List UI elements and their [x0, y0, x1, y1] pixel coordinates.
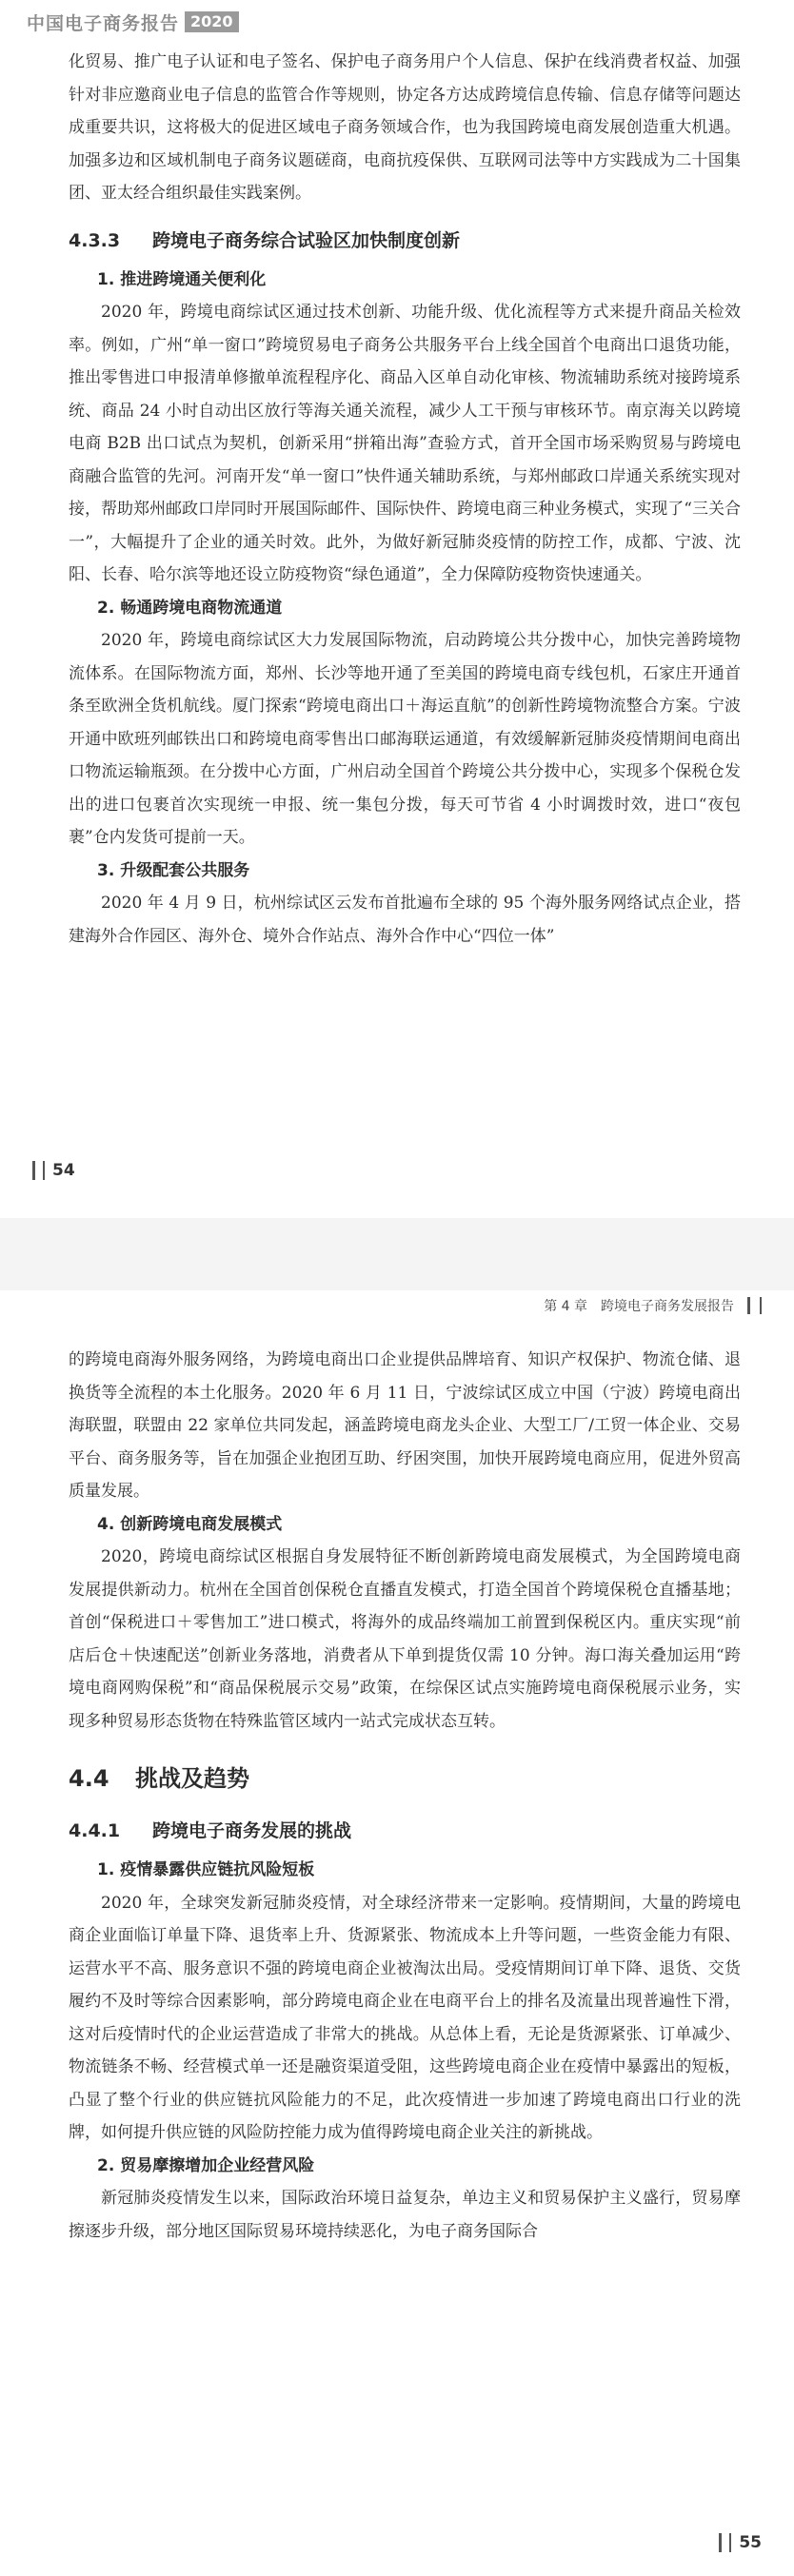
section-number-4-4: 4.4: [69, 1765, 109, 1792]
paragraph-customs-clearance: 2020 年，跨境电商综试区通过技术创新、功能升级、优化流程等方式来提升商品关检效率。例如，广州“单一窗口”跨境贸易电子商务公共服务平台上线全国首个电商出口退货功能，推出零售进口申报清单修撤单流程程序化、商品入区单自动化审核、物流辅助系统对接跨境系统、商品 24 小时自动出区放行等海关通关流程，减少人工干预与审核环节。南京海关以跨境电商 B2B 出口试点为契机，创新采用“拼箱出海”查验方式，首开全国市场采购贸易与跨境电商融合监管的先河。河南开发“单一窗口”快件通关辅助系统，与郑州邮政口岸通关系统实现对接，帮助郑州邮政口岸同时开展国际邮件、国际快件、跨境电商三种业务模式，实现了“三关合一”，大幅提升了企业的通关时效。此外，为做好新冠肺炎疫情的防控工作，成都、宁波、沈阳、长春、哈尔滨等地还设立防疫物资“绿色通道”，全力保障防疫物资快速通关。: [69, 303, 741, 584]
section-heading-4-3-3: [69, 222, 741, 260]
subheading-new-models: 4. 创新跨境电商发展模式: [97, 1514, 283, 1534]
section-heading-4-4: [69, 1755, 741, 1802]
paragraph-trade-friction: 新冠肺炎疫情发生以来，国际政治环境日益复杂，单边主义和贸易保护主义盛行，贸易摩擦逐步升级，部分地区国际贸易环境持续恶化，为电子商务国际合: [69, 2189, 741, 2241]
folio-bars-icon: [32, 1161, 45, 1180]
section-title: 跨境电子商务综合试验区加快制度创新: [152, 229, 461, 251]
continuation-paragraph: 化贸易、推广电子认证和电子签名、保护电子商务用户个人信息、保护在线消费者权益、加强针对非应邀商业电子信息的监管合作等规则，协定各方达成跨境信息传输、信息存储等问题达成重要共识，这将极大的促进区域电子商务领域合作，也为我国跨境电商发展创造重大机遇。加强多边和区域机制电子商务议题磋商，电商抗疫保供、互联网司法等中方实践成为二十国集团、亚太经合组织最佳实践案例。: [69, 52, 741, 203]
running-header-chapter: [544, 1296, 762, 1315]
running-header: [27, 8, 239, 36]
subheading-customs-clearance: 1. 推进跨境通关便利化: [97, 269, 267, 289]
section-heading-4-4-1: [69, 1812, 741, 1850]
subheading-trade-friction: 2. 贸易摩擦增加企业经营风险: [97, 2155, 315, 2175]
report-year-badge: 2020: [185, 11, 239, 32]
subheading-supply-chain: 1. 疫情暴露供应链抗风险短板: [97, 1860, 315, 1879]
subheading-public-services: 3. 升级配套公共服务: [97, 860, 250, 880]
page-55-body: [69, 1344, 741, 2248]
page-number-value: 54: [52, 1161, 75, 1180]
page-54-body: [69, 46, 741, 953]
page-number-value: 55: [739, 2533, 762, 2552]
page-55: [0, 1290, 794, 2576]
report-title: 中国电子商务报告: [27, 12, 180, 34]
continuation-paragraph-2: 的跨境电商海外服务网络，为跨境电商出口企业提供品牌培育、知识产权保护、物流仓储、退换货等全流程的本土化服务。2020 年 6 月 11 日，宁波综试区成立中国（宁波）跨境电商出海联盟，联盟由 22 家单位共同发起，涵盖跨境电商龙头企业、大型工厂/工贸一体企业、交易平台、商务服务等，旨在加强企业抱团互助、纾困突围，加快开展跨境电商应用，促进外贸高质量发展。: [69, 1350, 741, 1501]
page-54: [0, 0, 794, 1218]
paragraph-public-services: 2020 年 4 月 9 日，杭州综试区云发布首批遍布全球的 95 个海外服务网络试点企业，搭建海外合作园区、海外仓、境外合作站点、海外合作中心“四位一体”: [69, 894, 741, 946]
chapter-title: 第 4 章 跨境电子商务发展报告: [544, 1299, 734, 1314]
section-title-4-4-1: 跨境电子商务发展的挑战: [152, 1820, 352, 1841]
section-number: 4.3.3: [69, 229, 121, 251]
section-title-4-4: 挑战及趋势: [135, 1765, 249, 1792]
paragraph-supply-chain: 2020 年，全球突发新冠肺炎疫情，对全球经济带来一定影响。疫情期间，大量的跨境电商企业面临订单量下降、退货率上升、货源紧张、物流成本上升等问题，一些资金能力有限、运营水平不高、服务意识不强的跨境电商企业被淘汰出局。受疫情期间订单下降、退货、交货履约不及时等综合因素影响，部分跨境电商企业在电商平台上的排名及流量出现普遍性下滑，这对后疫情时代的企业运营造成了非常大的挑战。从总体上看，无论是货源紧张、订单减少、物流链条不畅、经营模式单一还是融资渠道受阻，这些跨境电商企业在疫情中暴露出的短板，凸显了整个行业的供应链抗风险能力的不足，此次疫情进一步加速了跨境电商出口行业的洗牌，如何提升供应链的风险防控能力成为值得跨境电商企业关注的新挑战。: [69, 1893, 741, 2142]
paragraph-logistics: 2020 年，跨境电商综试区大力发展国际物流，启动跨境公共分拨中心，加快完善跨境物流体系。在国际物流方面，郑州、长沙等地开通了至美国的跨境电商专线包机，石家庄开通首条至欧洲全货机航线。厦门探索“跨境电商出口＋海运直航”的创新性跨境物流整合方案。宁波开通中欧班列邮铁出口和跨境电商零售出口邮海联运通道，有效缓解新冠肺炎疫情期间电商出口物流运输瓶颈。在分拨中心方面，广州启动全国首个跨境公共分拨中心，实现多个保税仓发出的进口包裹首次实现统一申报、统一集包分拨，每天可节省 4 小时调拨时效，进口“夜包裹”仓内发货可提前一天。: [69, 631, 741, 847]
subheading-logistics: 2. 畅通跨境电商物流通道: [97, 598, 283, 618]
page-gap: [0, 1218, 794, 1290]
section-number-4-4-1: 4.4.1: [69, 1820, 121, 1841]
paragraph-new-models: 2020，跨境电商综试区根据自身发展特征不断创新跨境电商发展模式，为全国跨境电商发展提供新动力。杭州在全国首创保税仓直播直发模式，打造全国首个跨境保税仓直播基地；首创“保税进口＋零售加工”进口模式，将海外的成品终端加工前置到保税区内。重庆实现“前店后仓＋快速配送”创新业务落地，消费者从下单到提货仅需 10 分钟。海口海关叠加运用“跨境电商网购保税”和“商品保税展示交易”政策，在综保区试点实施跨境电商保税展示业务，实现多种贸易形态货物在特殊监管区域内一站式完成状态互转。: [69, 1547, 741, 1731]
page-number: [32, 1161, 75, 1180]
page-number-55: [719, 2533, 762, 2552]
header-bars-icon: [747, 1297, 762, 1314]
folio-bars-icon: [719, 2533, 731, 2552]
